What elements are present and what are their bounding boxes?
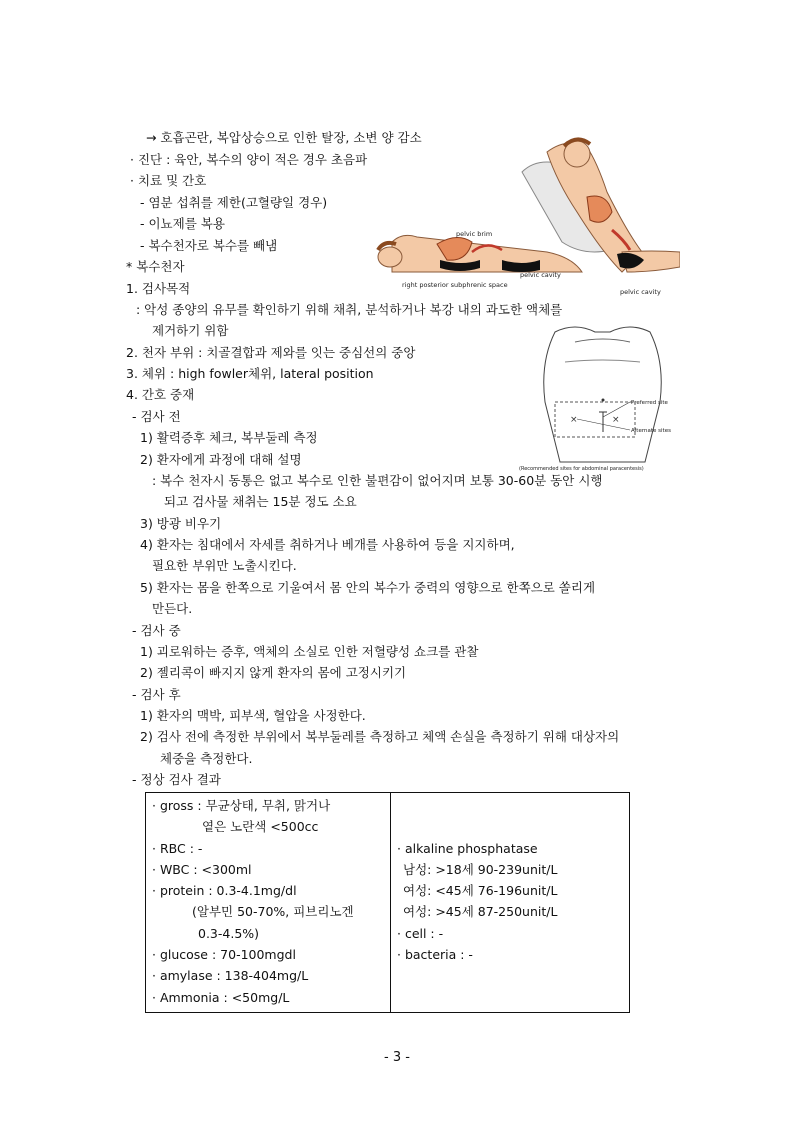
paracentesis-site-illustration — [515, 322, 685, 474]
text-line: 되고 검사물 채취는 15분 정도 소요 — [164, 494, 357, 509]
result-item: · cell : - — [397, 925, 444, 941]
text-line: → 호흡곤란, 복압상승으로 인한 탈장, 소변 양 감소 — [146, 130, 422, 145]
text-line: - 이뇨제를 복용 — [140, 216, 225, 231]
text-line: : 복수 천자시 동통은 없고 복수로 인한 불편감이 없어지며 보통 30-60분 동안 시행 — [152, 473, 603, 488]
figure-caption: (Recommended sites for abdominal paracentesis) — [519, 466, 644, 472]
result-item: · protein : 0.3-4.1mg/dl — [152, 883, 297, 899]
text-line: 2) 환자에게 과정에 대해 설명 — [140, 452, 302, 467]
text-line: - 검사 중 — [132, 623, 181, 638]
result-item: 여성: <45세 76-196unit/L — [403, 883, 558, 899]
svg-text:×: × — [612, 415, 620, 425]
label-pelvic-cavity-2: pelvic cavity — [620, 288, 661, 296]
text-line: - 염분 섭취를 제한(고혈량일 경우) — [140, 195, 328, 210]
text-line: 2) 젤리콕이 빠지지 않게 환자의 몸에 고정시키기 — [140, 665, 407, 680]
text-line: · 치료 및 간호 — [130, 173, 207, 188]
result-item: · bacteria : - — [397, 947, 473, 963]
text-line: 만든다. — [152, 601, 193, 616]
text-line: : 악성 종양의 유무를 확인하기 위해 채취, 분석하거나 복강 내의 과도한 액체를 — [136, 302, 563, 317]
label-pelvic-cavity-1: pelvic cavity — [520, 271, 561, 279]
text-line: - 검사 후 — [132, 687, 181, 702]
text-line: 1) 활력증후 체크, 복부둘레 측정 — [140, 430, 318, 445]
result-item: · RBC : - — [152, 840, 203, 856]
label-alternate-sites: Alternate sites — [631, 428, 671, 434]
text-line: 3) 방광 비우기 — [140, 516, 222, 531]
svg-text:×: × — [570, 415, 578, 425]
result-item: · gross : 무균상태, 무취, 맑거나 — [152, 798, 331, 813]
text-line: - 검사 전 — [132, 409, 181, 424]
result-item: 여성: >45세 87-250unit/L — [403, 904, 558, 920]
result-item: · amylase : 138-404mg/L — [152, 968, 309, 984]
result-item: · WBC : <300ml — [152, 861, 252, 877]
text-line: 4) 환자는 침대에서 자세를 취하거나 베개를 사용하여 등을 지지하며, — [140, 537, 515, 552]
result-item: 남성: >18세 90-239unit/L — [403, 861, 558, 877]
text-line: - 복수천자로 복수를 빼냄 — [140, 238, 278, 253]
label-preferred-site: Preferred site — [631, 400, 668, 406]
text-line: 4. 간호 중재 — [126, 387, 195, 402]
result-item: · glucose : 70-100mgdl — [152, 947, 296, 963]
result-item: · Ammonia : <50mg/L — [152, 989, 290, 1005]
result-item — [397, 816, 623, 837]
text-line: 체중을 측정한다. — [160, 751, 253, 766]
text-line: 5) 환자는 몸을 한쪽으로 기울여서 몸 안의 복수가 중력의 영향으로 한쪽으로 쏠리게 — [140, 580, 596, 595]
result-item: (알부민 50-70%, 피브리노겐 — [192, 904, 354, 920]
results-left-cell — [146, 793, 391, 1013]
text-line: 2) 검사 전에 측정한 부위에서 복부둘레를 측정하고 체액 손실을 측정하기 위해 대상자의 — [140, 729, 620, 744]
text-line: 제거하기 위함 — [152, 323, 229, 338]
result-item: 옅은 노란색 <500cc — [202, 819, 319, 835]
text-line: 3. 체위 : high fowler체위, lateral position — [126, 366, 374, 381]
normal-results-table — [145, 792, 630, 1013]
patient-position-illustration — [372, 132, 680, 308]
text-line: 1) 괴로워하는 증후, 액체의 소실로 인한 저혈량성 쇼크를 관찰 — [140, 644, 479, 659]
label-pelvic-brim: pelvic brim — [456, 230, 493, 238]
label-subphrenic: right posterior subphrenic space — [402, 281, 508, 289]
result-item — [397, 795, 623, 816]
text-line: · 진단 : 육안, 복수의 양이 적은 경우 초음파 — [130, 152, 368, 167]
text-line: - 정상 검사 결과 — [132, 772, 221, 787]
result-item: · alkaline phosphatase — [397, 840, 538, 856]
text-line: 1. 검사목적 — [126, 281, 191, 296]
text-line: 2. 천자 부위 : 치골결합과 제와를 잇는 중심선의 중앙 — [126, 345, 416, 360]
result-item: 0.3-4.5%) — [198, 925, 260, 941]
results-right-cell — [391, 793, 630, 1013]
section-heading: * 복수천자 — [126, 259, 185, 274]
text-line: 1) 환자의 맥박, 피부색, 혈압을 사정한다. — [140, 708, 366, 723]
page-number: - 3 - — [384, 1050, 410, 1065]
text-line: 필요한 부위만 노출시킨다. — [152, 558, 297, 573]
